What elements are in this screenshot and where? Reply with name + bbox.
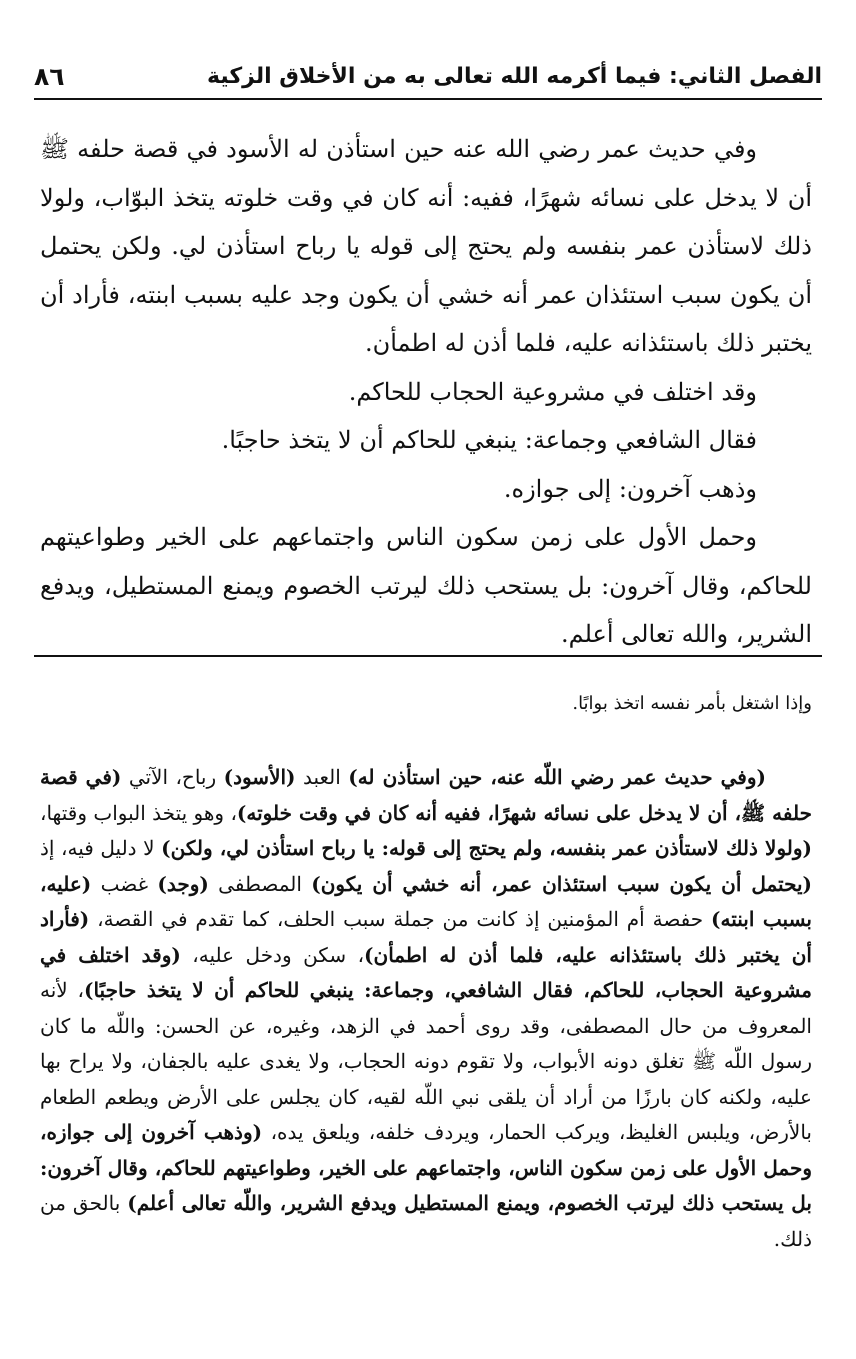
quoted-matn-run: (وذهب آخرون إلى جوازه، وحمل الأول على زمن سكون الناس، واجتماعهم على الخير، وطواعيتهم للحاكم، وقال آخرون: بل يستحب ذلك ليرتب الخصوم، ويمنع المستطيل ويدفع الشرير، واللّه تعالى أعلم) xyxy=(40,1120,812,1215)
main-text xyxy=(40,125,812,659)
commentary-run: حفصة أم المؤمنين إذ كانت من جملة سبب الحلف، كما تقدم في القصة، xyxy=(89,907,712,931)
main-paragraph-4: وذهب آخرون: إلى جوازه. xyxy=(503,474,757,503)
footnote: وإذا اشتغل بأمر نفسه اتخذ بوابًا. xyxy=(572,693,812,714)
commentary-paragraph xyxy=(40,760,812,1257)
quoted-matn-run: (وجد) xyxy=(157,871,209,896)
commentary-run: بالحق من ذلك. xyxy=(40,1191,812,1251)
quoted-matn-run: (ولولا ذلك لاستأذن عمر بنفسه، ولم يحتج إلى قوله: يا رباح استأذن لي، ولكن) xyxy=(161,836,812,860)
commentary-run: ، وهو يتخذ البواب وقتها، xyxy=(40,800,237,825)
commentary-run: غضب xyxy=(91,871,158,896)
quoted-matn-run: (وفي حديث عمر رضي اللّه عنه، حين استأذن له) xyxy=(348,765,766,789)
commentary-run: العبد xyxy=(295,765,349,789)
separator-rule xyxy=(34,655,822,657)
quoted-matn-run: (في قصة حلفه ﷺ، أن لا يدخل على نسائه شهرًا، ففيه أنه كان في وقت خلوته) xyxy=(40,765,812,825)
commentary-text xyxy=(40,760,812,1257)
main-paragraph-2: وقد اختلف في مشروعية الحجاب للحاكم. xyxy=(348,377,757,406)
quoted-matn-run: (يحتمل أن يكون سبب استئذان عمر، أنه خشي أن يكون) xyxy=(311,871,813,896)
page-number: ٨٦ xyxy=(34,61,65,91)
main-paragraph-1: وفي حديث عمر رضي الله عنه حين استأذن له الأسود في قصة حلفه ﷺ أن لا يدخل على نسائه شهرًا، ففيه: أنه كان في وقت خلوته يتخذ البوّاب، ولولا ذلك لاستأذن عمر بنفسه ولم يحتج إلى قوله يا رباح استأذن لي. ولكن يحتمل أن يكون سبب استئذان عمر أنه خشي أن يكون وجد عليه بسبب ابنته، فأراد أن يختبر ذلك باستئذانه عليه، فلما أذن له اطمأن. xyxy=(40,135,812,357)
commentary-run: المصطفى xyxy=(208,871,312,896)
commentary-run: ، لأنه المعروف من حال المصطفى، وقد روى أحمد في الزهد، وغيره، عن الحسن: واللّه ما كان رسول اللّه ﷺ تغلق دونه الأبواب، ولا تقوم دونه الحجاب، ولا يغدى عليه بالجفان، ولا يراح بها عليه، ولكنه كان بارزًا من أراد أن يلقى نبي اللّه لقيه، كان يجلس على الأرض ويطعم الطعام بالأرض، ويلبس الغليظ، ويركب الحمار، ويردف خلفه، ويلعق يده، xyxy=(40,978,812,1144)
commentary-run: رباح، الآتي xyxy=(121,765,224,789)
main-paragraph-5: وحمل الأول على زمن سكون الناس واجتماعهم على الخير وطواعيتهم للحاكم، وقال آخرون: بل يستحب ذلك ليرتب الخصوم ويمنع المستطيل، ويدفع الشرير، والله تعالى أعلم. xyxy=(40,523,812,648)
commentary-run: لا دليل فيه، إذ xyxy=(40,836,162,860)
running-title: الفصل الثاني: فيما أكرمه الله تعالى به من الأخلاق الزكية xyxy=(207,63,822,89)
main-paragraph-3: فقال الشافعي وجماعة: ينبغي للحاكم أن لا يتخذ حاجبًا. xyxy=(221,426,757,454)
quoted-matn-run: (فأراد أن يختبر ذلك باستئذانه عليه، فلما أذن له اطمأن) xyxy=(40,907,812,967)
quoted-matn-run: (الأسود) xyxy=(223,765,296,789)
commentary-run: ، سكن ودخل عليه، xyxy=(180,942,365,967)
page-header xyxy=(34,54,822,100)
quoted-matn-run: (عليه، بسبب ابنته) xyxy=(40,871,812,931)
quoted-matn-run: (وقد اختلف في مشروعية الحجاب، للحاكم، فقال الشافعي، وجماعة: ينبغي للحاكم أن لا يتخذ حاجبًا) xyxy=(40,942,812,1002)
